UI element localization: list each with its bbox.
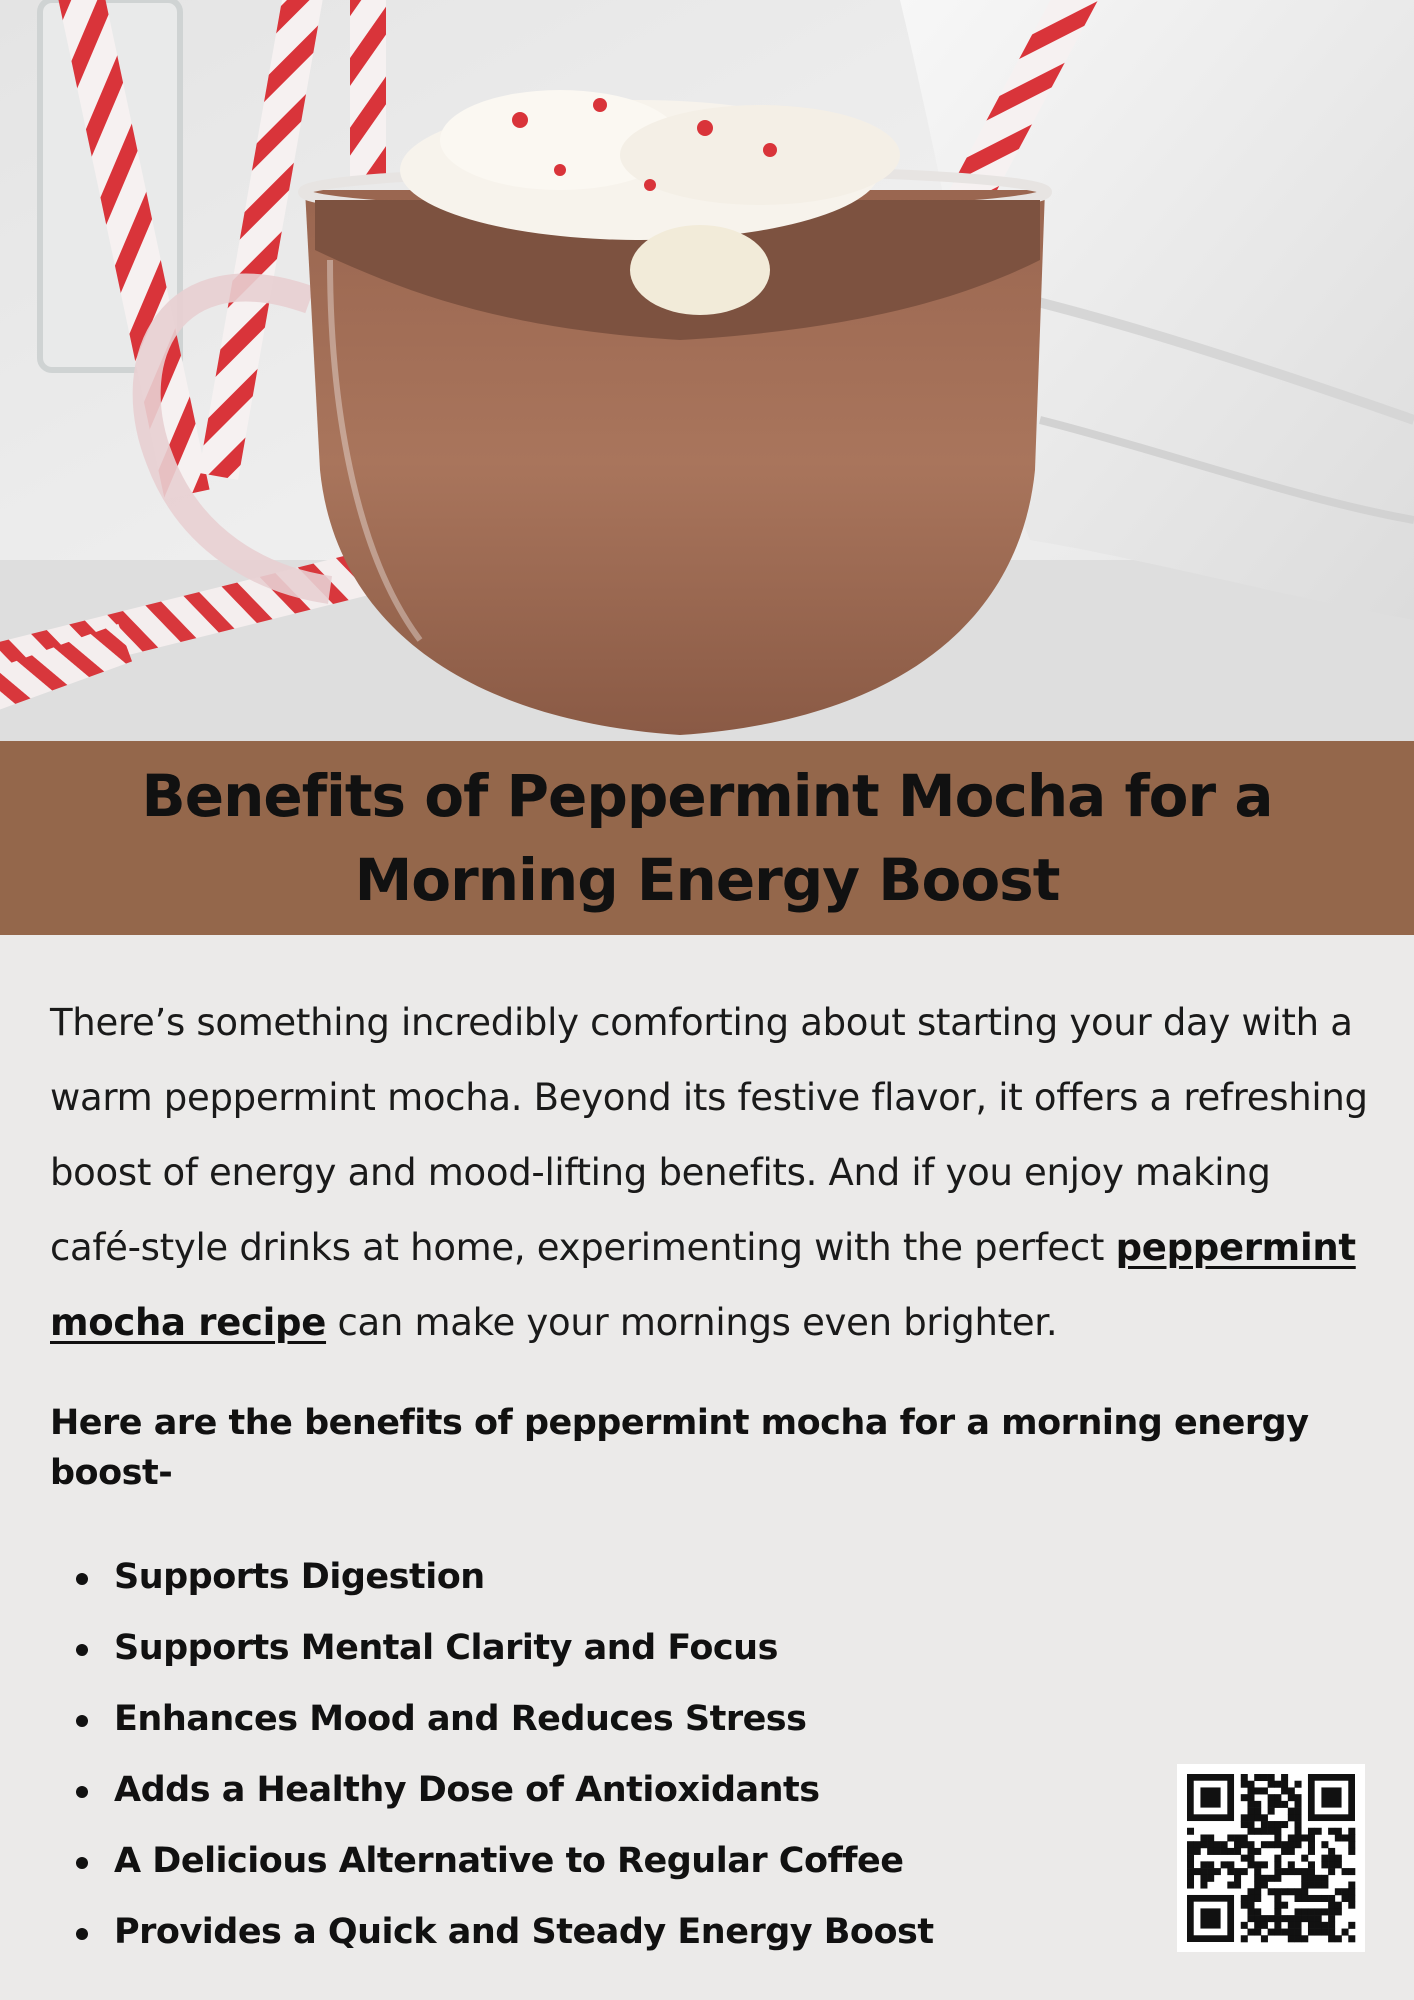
peppermint-mocha-illustration <box>0 0 1414 741</box>
benefits-lead: Here are the benefits of peppermint mocha for a morning energy boost- <box>50 1403 1309 1493</box>
peppermint-mocha-recipe-link[interactable]: peppermint mocha recipe <box>50 1226 1356 1344</box>
benefits-list <box>50 1542 1370 1968</box>
bullet-icon <box>76 1715 88 1727</box>
benefit-label: Enhances Mood and Reduces Stress <box>114 1699 807 1739</box>
bullet-icon <box>76 1786 88 1798</box>
qr-code-graphic <box>1177 1764 1365 1952</box>
list-item <box>114 1613 1370 1684</box>
list-item <box>114 1542 1370 1613</box>
benefit-label: Provides a Quick and Steady Energy Boost <box>114 1912 934 1952</box>
bullet-icon <box>76 1928 88 1940</box>
bullet-icon <box>76 1573 88 1585</box>
qr-code-icon[interactable] <box>1177 1764 1365 1952</box>
hero-photo <box>0 0 1414 741</box>
list-item <box>114 1684 1370 1755</box>
page-title: Benefits of Peppermint Mocha for a Morning Energy Boost <box>141 762 1273 914</box>
benefit-label: Adds a Healthy Dose of Antioxidants <box>114 1770 820 1810</box>
intro-paragraph <box>50 985 1370 1360</box>
benefit-label: Supports Digestion <box>114 1557 485 1597</box>
intro-text-after: can make your mornings even brighter. <box>326 1301 1058 1344</box>
title-band <box>0 741 1414 935</box>
bullet-icon <box>76 1857 88 1869</box>
benefit-label: Supports Mental Clarity and Focus <box>114 1628 778 1668</box>
article-body <box>50 985 1370 1968</box>
intro-text-before: There’s something incredibly comforting about starting your day with a warm peppermint mocha. Beyond its festive flavor, it offers a refreshing boost of energy and mood-lifting benefits. And if you enjoy making café-style drinks at home, experimenting with the perfect <box>50 1001 1368 1269</box>
bullet-icon <box>76 1644 88 1656</box>
benefit-label: A Delicious Alternative to Regular Coffee <box>114 1841 904 1881</box>
